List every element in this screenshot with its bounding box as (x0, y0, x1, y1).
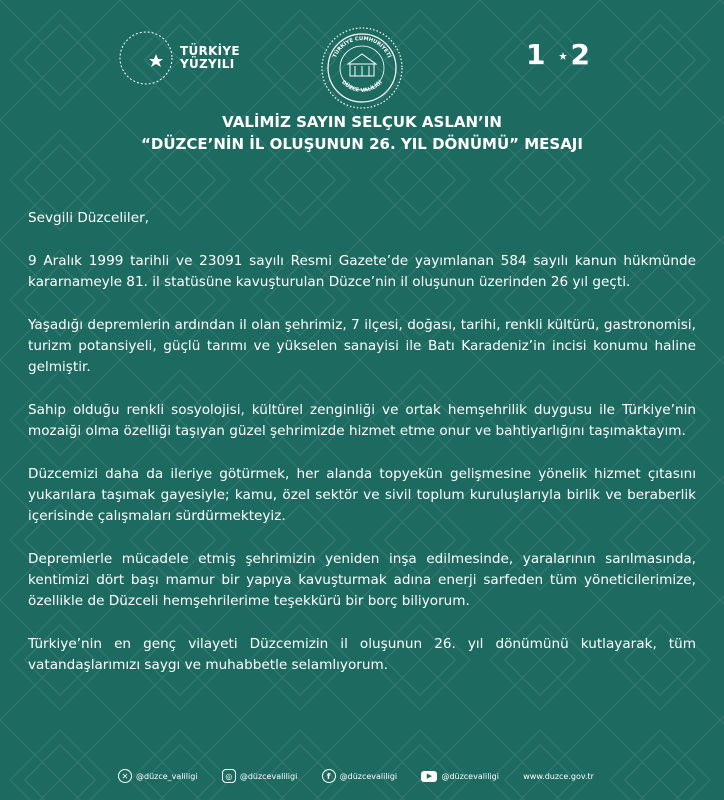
page-title (0, 111, 724, 155)
letter-paragraph: Sahip olduğu renkli sosyolojisi, kültürel zenginliği ve ortak hemşehrilik duygusu ile Türkiye’nin mozaiği olma özelliği taşıyan güzel şehrimizde hizmet etme onur ve bahtiyarlığını taşımaktayım. (28, 402, 696, 439)
header (0, 26, 724, 94)
crescent-zero-icon (544, 42, 570, 68)
anniversary-digit-left: 1 (526, 38, 545, 71)
letter-greeting: Sevgili Düzceliler, (28, 210, 149, 226)
letter-paragraph: Düzcemizi daha da ileriye götürmek, her alanda topyekün gelişmesine yönelik hizmet çıtasını yukarılara taşımak gayesiyle; kamu, özel sektör ve sivil toplum kuruluşlarıyla birlik ve beraberlik içerisinde çalışmaları sürdürmekteyiz. (28, 466, 696, 524)
letter-paragraph: 9 Aralık 1999 tarihli ve 23091 sayılı Resmi Gazete’de yayımlanan 584 sayılı kanun hükmünde kararnameyle 81. il statüsüne kavuşturulan Düzce’nin il oluşunun üzerinden 26 yıl geçti. (28, 253, 696, 290)
x-icon: ✕ (118, 769, 132, 783)
logo-line2: YÜZYILI (180, 57, 235, 71)
facebook-icon: f (322, 769, 336, 783)
governorship-seal-icon (320, 26, 404, 110)
social-footer (118, 766, 594, 786)
facebook-handle: @düzcevaliligi (339, 771, 398, 781)
letter-paragraph: Yaşadığı depremlerin ardından il olan şehrimiz, 7 ilçesi, doğası, tarihi, renkli kültürü, gastronomisi, turizm potansiyeli, güçlü tarımı ve yükselen sanayisi ile Batı Karadeniz’in incisi konumu haline gelmiştir. (28, 317, 696, 375)
letter-paragraph: Depremlerle mücadele etmiş şehrimizin yeniden inşa edilmesinde, yaralarının sarılmasında, kentimizi dört başı mamur bir yapıya kavuşturmak adına enerji sarfeden tüm yöneticilerimize, özellikle de Düzceli hemşehrilerime teşekkürü bir borç biliyorum. (28, 551, 696, 609)
anniversary-digit-right: 2 (570, 38, 589, 71)
footer-facebook[interactable] (322, 769, 398, 783)
website-link: www.duzce.gov.tr (523, 771, 594, 781)
turkiye-yuzyili-logo (118, 30, 240, 86)
letter-body (28, 208, 696, 698)
title-line2: “DÜZCE’NİN İL OLUŞUNUN 26. YIL DÖNÜMÜ” MESAJI (141, 135, 583, 153)
svg-text:TÜRKİYE CUMHURİYETİ (332, 36, 393, 59)
svg-text:DÜZCE VALİLİĞİ (340, 79, 384, 94)
duzce-valiligi-seal (320, 26, 404, 114)
crescent-star-icon (118, 30, 174, 86)
footer-youtube[interactable] (421, 771, 499, 782)
footer-x[interactable] (118, 769, 198, 783)
instagram-handle: @düzcevaliligi (239, 771, 298, 781)
seal-bottom-text: DÜZCE VALİLİĞİ (340, 79, 384, 94)
x-handle: @düzce_valiligi (136, 771, 198, 781)
anniversary-logo (526, 38, 589, 71)
footer-instagram[interactable] (222, 769, 298, 783)
logo-line1: TÜRKİYE (180, 44, 240, 58)
instagram-icon: ◎ (222, 769, 236, 783)
footer-website[interactable] (523, 772, 594, 781)
youtube-handle: @düzcevaliligi (441, 771, 499, 781)
letter-paragraph: Türkiye’nin en genç vilayeti Düzcemizin il oluşunun 26. yıl dönümünü kutlayarak, tüm vatandaşlarımızı saygı ve muhabbetle selamlıyorum. (28, 636, 696, 673)
seal-top-text: TÜRKİYE CUMHURİYETİ (332, 35, 392, 59)
youtube-icon: ▶ (421, 771, 437, 782)
title-line1: VALİMİZ SAYIN SELÇUK ASLAN’IN (222, 113, 502, 131)
